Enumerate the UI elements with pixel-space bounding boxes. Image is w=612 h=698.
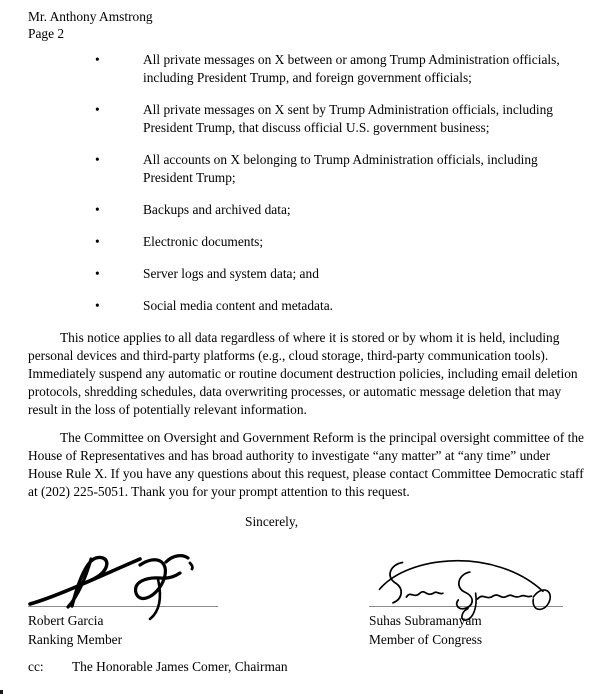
bullet-dot-icon: • [95, 152, 100, 167]
signer-name: Suhas Subramanyam [369, 613, 482, 628]
bullet-item [28, 151, 585, 187]
bullet-item [28, 297, 585, 315]
bullet-item [28, 201, 585, 219]
cc-line [28, 658, 585, 676]
bullet-item [28, 265, 585, 283]
cc-recipient: The Honorable James Comer, Chairman [72, 659, 288, 674]
page-number: Page 2 [28, 26, 65, 41]
signer-title: Ranking Member [28, 632, 123, 647]
bullet-dot-icon: • [95, 298, 100, 313]
bullet-text: Social media content and metadata. [143, 298, 333, 313]
closing-sincerely: Sincerely, [245, 514, 299, 529]
recipient-name: Mr. Anthony Amstrong [28, 9, 153, 24]
signature-line [28, 606, 218, 607]
signer-title: Member of Congress [369, 632, 483, 647]
bullet-dot-icon: • [95, 202, 100, 217]
bullet-item [28, 51, 585, 87]
bullet-dot-icon: • [95, 234, 100, 249]
signature-column-right [369, 549, 563, 649]
page-header [28, 8, 585, 42]
scan-artifact-dot [0, 690, 3, 694]
bullet-text: All private messages on X sent by Trump Administration officials, including President Trump, that discuss official U.S. government business; [143, 102, 553, 135]
bullet-dot-icon: • [95, 266, 100, 281]
bullet-item [28, 101, 585, 137]
paragraph-committee-authority: The Committee on Oversight and Government Reform is the principal oversight committee of the House of Representatives and has broad authority to investigate “any matter” at “any time” under House Rule X. If you have any questions about this request, please contact Committee Democratic staff at (202) 225-5051. Thank you for your prompt attention to this request. [28, 430, 584, 499]
signature-block [28, 549, 585, 649]
bullet-dot-icon: • [95, 52, 100, 67]
cc-label: cc: [28, 659, 44, 674]
bullet-text: Server logs and system data; and [143, 266, 319, 281]
signature-column-left [28, 549, 218, 649]
paragraph-preservation-notice: This notice applies to all data regardless of where it is stored or by whom it is held, including personal devices and third-party platforms (e.g., cloud storage, third-party communication tools). Immediately suspend any automatic or routine document destruction policies, including email deletion protocols, shredding schedules, data overwriting processes, or automatic message deletion that may result in the loss of potentially relevant information. [28, 330, 578, 417]
bullet-text: All private messages on X between or among Trump Administration officials, including President Trump, and foreign government officials; [143, 52, 560, 85]
bullet-text: Electronic documents; [143, 234, 264, 249]
bullet-list [28, 51, 585, 315]
bullet-text: Backups and archived data; [143, 202, 291, 217]
bullet-item [28, 233, 585, 251]
bullet-dot-icon: • [95, 102, 100, 117]
signer-name: Robert Garcia [28, 613, 104, 628]
bullet-text: All accounts on X belonging to Trump Administration officials, including President Trump; [143, 152, 538, 185]
